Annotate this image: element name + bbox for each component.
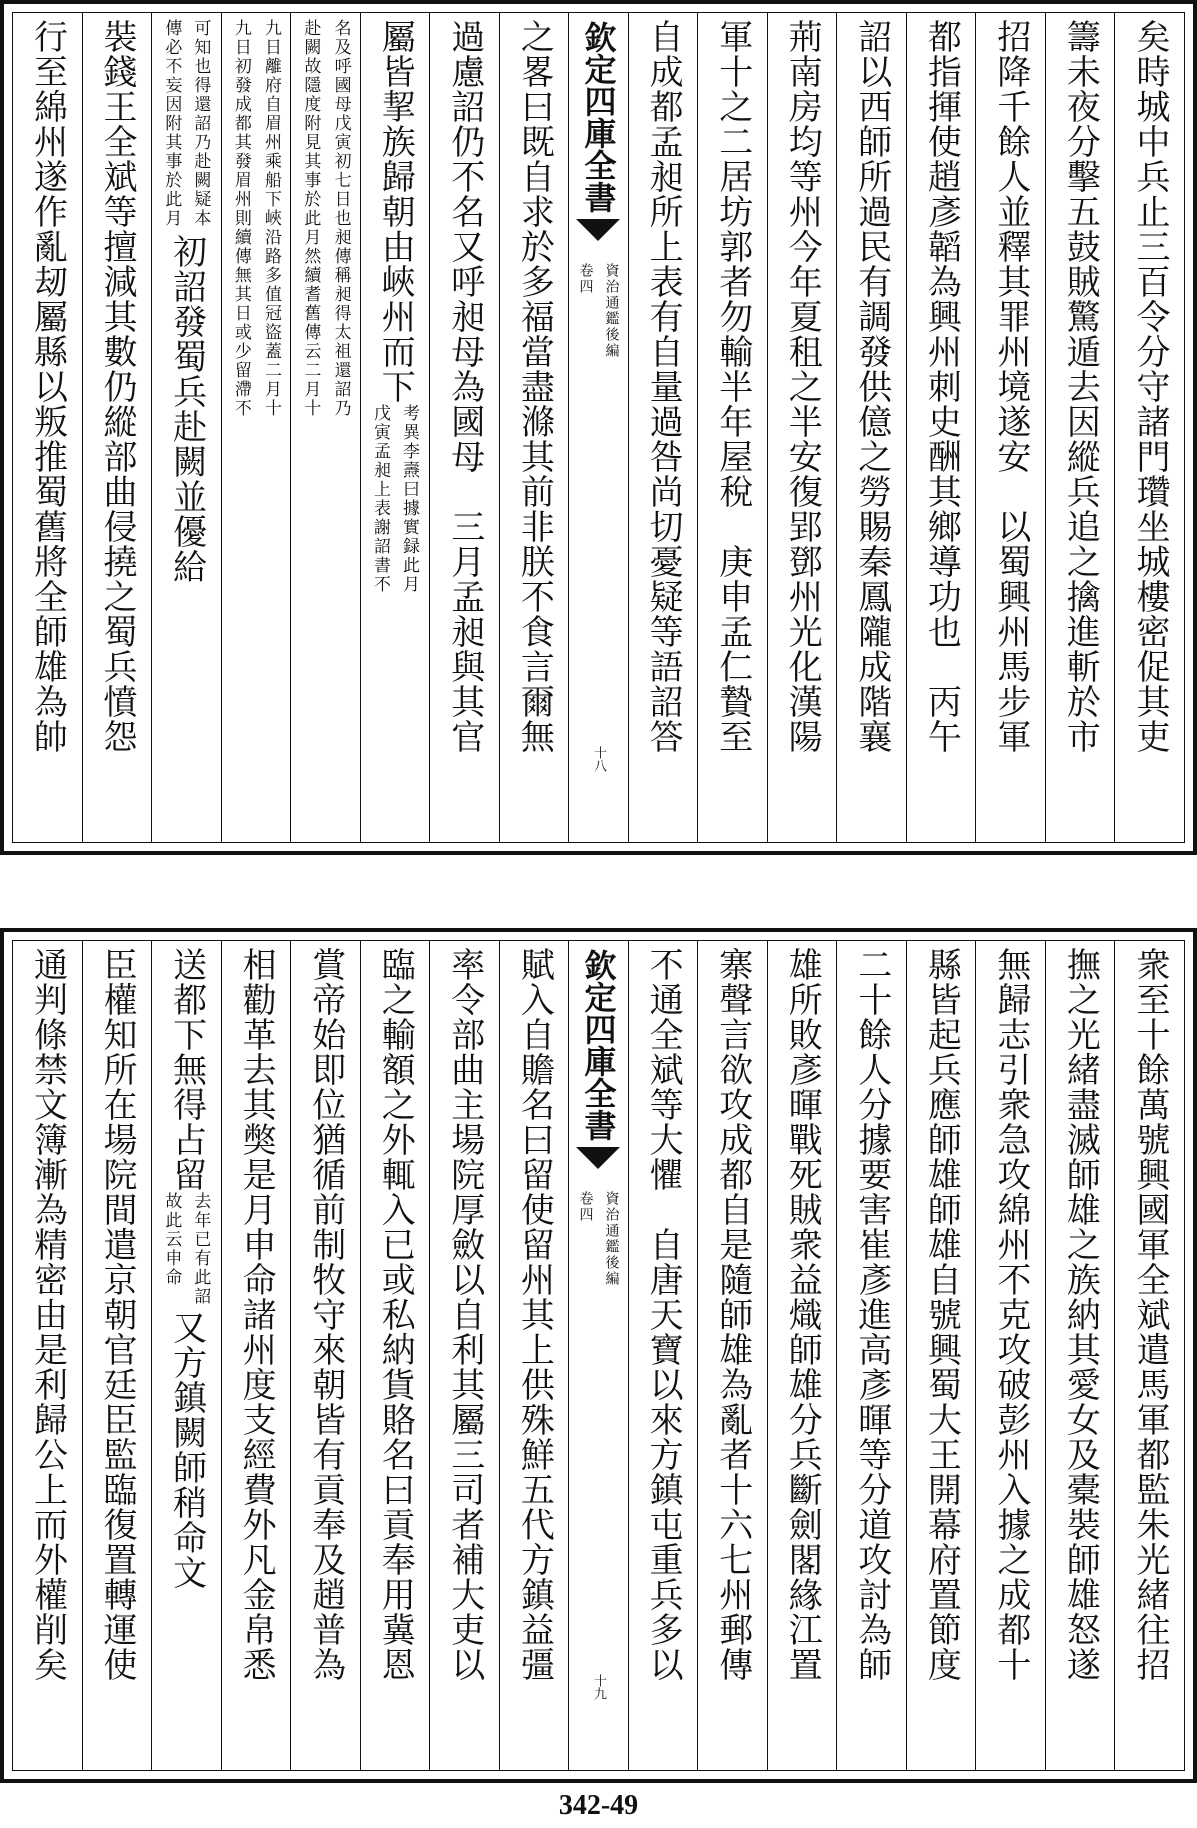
text-column xyxy=(360,941,430,1770)
text-column xyxy=(767,941,837,1770)
text-column xyxy=(697,941,767,1770)
text-column xyxy=(1045,941,1115,1770)
column-text: 賞帝始即位猶循前制牧守來朝皆有貢奉及趙普為 xyxy=(305,947,346,1682)
column-text: 荊南房均等州今年夏租之半安復郢鄧州光化漢陽 xyxy=(782,19,823,754)
column-text: 不通全斌等大懼 自唐天寶以來方鎮屯重兵多以 xyxy=(643,947,684,1682)
text-column xyxy=(975,941,1045,1770)
text-column xyxy=(499,13,569,842)
text-column xyxy=(628,941,698,1770)
column-text: 籌未夜分擊五鼓賊驚遁去因縱兵追之擒進斬於市 xyxy=(1060,19,1101,754)
column-text: 賦入自贍名曰留使留州其上供殊鮮五代方鎮益彊 xyxy=(514,947,555,1682)
volume-number: 卷四 xyxy=(577,263,594,295)
text-column xyxy=(975,13,1045,842)
page-top xyxy=(0,0,1197,855)
text-column xyxy=(82,941,152,1770)
column-text: 通判條禁文簿漸為精密由是利歸公上而外權削矣 xyxy=(27,947,68,1682)
column-text: 相勸革去其獘是月申命諸州度支經費外凡金帛悉 xyxy=(236,947,277,1682)
text-column xyxy=(13,941,82,1770)
note-line-right: 可知也得還詔乃赴闕疑本 xyxy=(190,19,211,228)
book-name: 資治通鑑後編 xyxy=(603,263,620,359)
inline-note xyxy=(159,1192,213,1306)
text-column xyxy=(628,13,698,842)
text-column xyxy=(429,13,499,842)
center-column xyxy=(568,941,627,1770)
text-column xyxy=(767,13,837,842)
inline-note xyxy=(368,404,422,594)
annotation-line-right: 九日離府自眉州乘船下峽沿路多值冠盜蓋二月十 xyxy=(261,19,282,418)
column-text: 行至綿州遂作亂刼屬縣以叛推蜀舊將全師雄為帥 xyxy=(27,19,68,754)
center-column xyxy=(568,13,627,842)
book-subtitle-block xyxy=(575,1191,621,1287)
text-column xyxy=(221,941,291,1770)
inline-note xyxy=(159,13,213,228)
annotation-column xyxy=(221,13,291,842)
column-text: 寨聲言欲攻成都自是隨師雄為亂者十六七州郵傳 xyxy=(712,947,753,1682)
main-text: 初詔發蜀兵赴闕並優給 xyxy=(166,234,207,584)
annotation-line-left: 九日初發成都其發眉州則續傳無其日或少留滯不 xyxy=(230,19,251,418)
note-line-right: 考異李燾曰據實録此月 xyxy=(398,404,419,594)
book-name: 資治通鑑後編 xyxy=(603,1191,620,1287)
text-column xyxy=(429,941,499,1770)
column-text: 招降千餘人並釋其罪州境遂安 以蜀興州馬步軍 xyxy=(990,19,1031,754)
column-text: 雄所敗彥暉戰死賊衆益熾師雄分兵斷劍閣緣江置 xyxy=(782,947,823,1682)
mixed-column xyxy=(159,941,213,1770)
annotation-column xyxy=(290,13,360,842)
column-text: 撫之光緒盡滅師雄之族納其愛女及橐裝師雄怒遂 xyxy=(1060,947,1101,1682)
text-column-with-note xyxy=(151,941,221,1770)
column-text: 二十餘人分據要害崔彥進高彥暉等分道攻討為師 xyxy=(851,947,892,1682)
column-text: 都指揮使趙彥韜為興州刺史酬其鄉導功也 丙午 xyxy=(921,19,962,754)
text-column xyxy=(836,941,906,1770)
folio-number: 十九 xyxy=(590,1674,606,1700)
text-column xyxy=(906,13,976,842)
column-text: 之畧曰既自求於多福當盡滌其前非朕不食言爾無 xyxy=(514,19,555,754)
column-text: 率令部曲主場院厚斂以自利其屬三司者補大吏以 xyxy=(444,947,485,1682)
note-line-left: 傳必不妄因附其事於此月 xyxy=(161,19,182,228)
book-title: 欽定四庫全書 xyxy=(579,21,618,213)
column-text: 衆至十餘萬號興國軍全斌遣馬軍都監朱光緒往招 xyxy=(1129,947,1170,1682)
main-text: 送都下無得占留 xyxy=(166,947,207,1192)
column-text: 臣權知所在場院間遣京朝官廷臣監臨復置轉運使 xyxy=(97,947,138,1682)
text-frame-top xyxy=(12,12,1185,843)
annotation-line-left: 赴闕故隱度附見其事於此月然續耆舊傳云二月十 xyxy=(300,19,321,418)
text-column xyxy=(1114,13,1184,842)
mixed-column xyxy=(368,13,422,842)
main-text-after-note: 又方鎮闕師稍命文 xyxy=(166,1310,207,1590)
annotation-line-right: 名及呼國母戊寅初七日也昶傳稱昶得太祖還詔乃 xyxy=(330,19,351,418)
note-line-left: 故此云申命 xyxy=(161,1192,182,1287)
mixed-column xyxy=(159,13,213,842)
text-column xyxy=(499,941,569,1770)
text-column xyxy=(1045,13,1115,842)
column-text: 自成都孟昶所上表有自量過咎尚切憂疑等語詔答 xyxy=(643,19,684,754)
column-text: 縣皆起兵應師雄師雄自號興蜀大王開幕府置節度 xyxy=(921,947,962,1682)
column-text: 臨之輸額之外輒入已或私納貨賂名曰貢奉用冀恩 xyxy=(375,947,416,1682)
book-title: 欽定四庫全書 xyxy=(579,949,618,1141)
column-text: 無歸志引衆急攻綿州不克攻破彭州入據之成都十 xyxy=(990,947,1031,1682)
column-text: 過慮詔仍不名又呼昶母為國母 三月孟昶與其官 xyxy=(444,19,485,754)
fishtail-mark xyxy=(576,219,620,241)
text-column xyxy=(82,13,152,842)
note-line-right: 去年已有此詔 xyxy=(190,1192,211,1306)
column-text: 詔以西師所過民有調發供億之勞賜秦鳳隴成階襄 xyxy=(851,19,892,754)
text-column-with-note xyxy=(360,13,430,842)
folio-number: 十八 xyxy=(590,746,606,772)
text-frame-bottom xyxy=(12,940,1185,1771)
center-column-content xyxy=(569,941,627,1770)
text-column xyxy=(1114,941,1184,1770)
center-column-content xyxy=(569,13,627,842)
text-column xyxy=(906,941,976,1770)
text-column xyxy=(697,13,767,842)
page-bottom xyxy=(0,928,1197,1783)
text-column xyxy=(836,13,906,842)
column-text: 軍十之二居坊郭者勿輸半年屋稅 庚申孟仁贄至 xyxy=(712,19,753,754)
book-subtitle-block xyxy=(575,263,621,359)
text-column xyxy=(13,13,82,842)
fishtail-mark xyxy=(576,1147,620,1169)
column-text: 矣時城中兵止三百令分守諸門瓚坐城樓密促其吏 xyxy=(1129,19,1170,754)
page-number: 342-49 xyxy=(558,1790,639,1821)
main-text: 屬皆挈族歸朝由峽州而下 xyxy=(375,19,416,404)
note-line-left: 戊寅孟昶上表謝詔書不 xyxy=(369,404,390,594)
text-column-with-note xyxy=(151,13,221,842)
text-column xyxy=(290,941,360,1770)
column-text: 裝錢王全斌等擅減其數仍縱部曲侵撓之蜀兵憤怨 xyxy=(97,19,138,754)
volume-number: 卷四 xyxy=(577,1191,594,1223)
